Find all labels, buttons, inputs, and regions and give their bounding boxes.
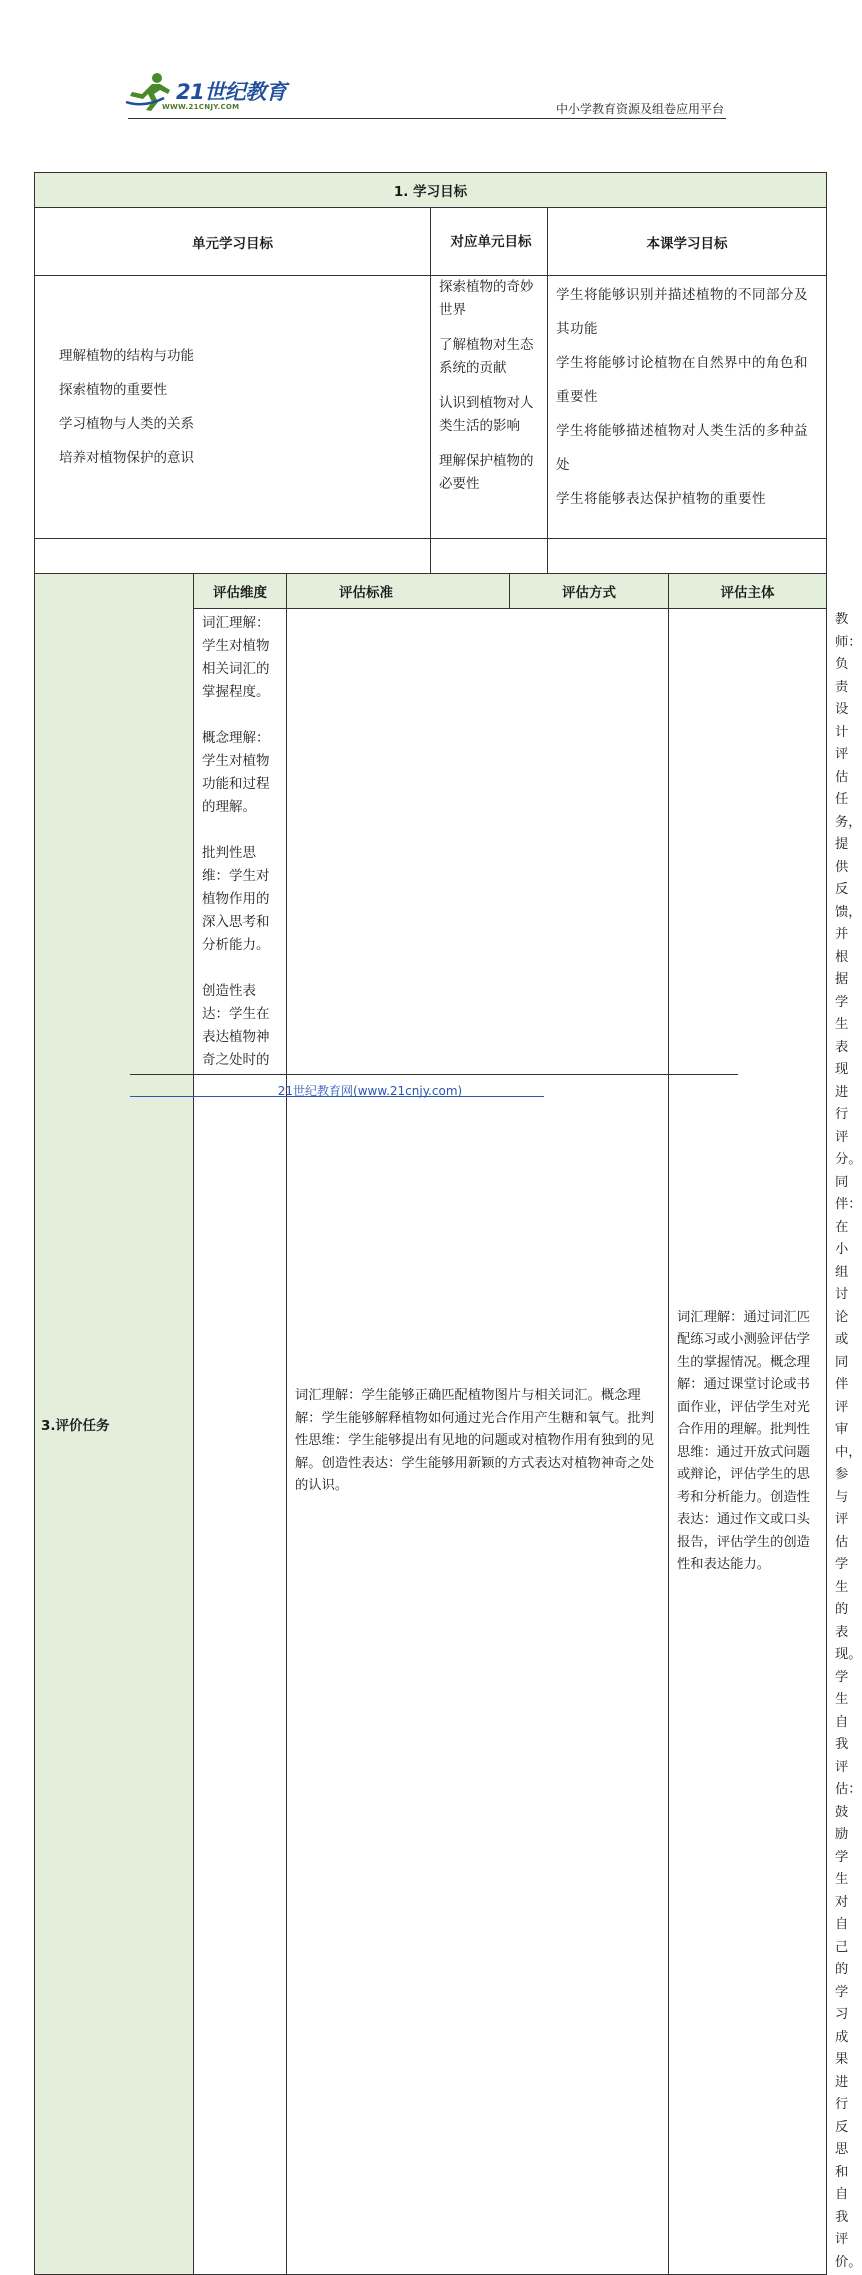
lesson-goal-item: 学生将能够表达保护植物的重要性 [556,491,766,507]
footer-link[interactable]: 21世纪教育网(www.21cnjy.com) [277,1084,463,1098]
dimension-item: 概念理解：学生对植物功能和过程的理解。 [202,730,270,815]
corresponding-goal-item: 理解保护植物的必要性 [439,453,534,492]
corresponding-goal-item: 认识到植物对人类生活的影响 [439,395,534,434]
unit-goal-item: 学习植物与人类的关系 [59,416,194,432]
unit-goals-cell [35,276,431,539]
section3-title: 3.评价任务 [35,574,194,2275]
lesson-goal-item: 学生将能够讨论植物在自然界中的角色和重要性 [556,355,808,405]
logo-url: WWW.21CNJY.COM [162,103,240,111]
corresponding-goal-item: 探索植物的奇妙世界 [439,279,534,318]
logo-text: 21世纪教育 [176,80,287,104]
empty-cell [548,539,827,574]
unit-goal-item: 理解植物的结构与功能 [59,348,194,364]
lesson-goal-item: 学生将能够描述植物对人类生活的多种益处 [556,423,808,473]
platform-name: 中小学教育资源及组卷应用平台 [555,102,724,116]
empty-cell [35,539,431,574]
col-dimension: 评估维度 [194,574,287,609]
col-subject: 评估主体 [669,574,827,609]
dimension-cell [194,609,287,2275]
footer-link-underline [130,1096,544,1097]
empty-cell [431,539,548,574]
evaluation-table: 3.评价任务 评估维度 评估标准 评估方式 评估主体 词汇理解：学生对植物相关词汇的掌握程度。 概念理解：学生对植物功能和过程的理解。 批判性思维：学生对植物作用的深入思考和分析能力。 创造性表达：学生在表达植物神奇之处时的 词汇理解：学生能够正确匹配植物图片与相关词汇。概念理解：学生能够解释植物如何通过光合作用产生糖和氧气。批判性思维：学生能够提出有见地的问题或对植物作用有独到的见解。创造性表达：学生能够用新颖的方式表达对植物神奇之处的认识。 词汇理解：通过词汇匹配练习或小测验评估学生的掌握情况。概念理解：通过课堂讨论或书面作业，评估学生对光合作用的理解。批判性思维：通过开放式问题或辩论，评估学生的思考和分析能力。创造性表达：通过作文或口头报告，评估学生的创造性和表达能力。 教师：负责设计评估任务，提供反馈，并根据学生表现进行评分。同伴：在小组讨论或同伴评审中，参与评估学生的表现。学生自我评估：鼓励学生对自己的学习成果进行反思和自我评价。 [34,573,827,2275]
corresponding-goals-cell [431,276,548,539]
col-lesson-goals: 本课学习目标 [548,208,827,276]
header-divider [128,118,726,119]
standard-cell: 词汇理解：学生能够正确匹配植物图片与相关词汇。概念理解：学生能够解释植物如何通过光合作用产生糖和氧气。批判性思维：学生能够提出有见地的问题或对植物作用有独到的见解。创造性表达：学生能够用新颖的方式表达对植物神奇之处的认识。 [287,609,669,2275]
footer-divider [130,1074,738,1075]
corresponding-goal-item: 了解植物对生态系统的贡献 [439,337,534,376]
col-method: 评估方式 [510,574,669,609]
unit-goal-item: 培养对植物保护的意识 [59,450,194,466]
lesson-goals-cell [548,276,827,539]
col-standard: 评估标准 [287,574,510,609]
col-corresponding-goals: 对应单元目标 [431,208,548,276]
lesson-goal-item: 学生将能够识别并描述植物的不同部分及其功能 [556,287,808,337]
learning-goals-table [34,172,827,574]
col-unit-goals: 单元学习目标 [35,208,431,276]
method-cell: 词汇理解：通过词汇匹配练习或小测验评估学生的掌握情况。概念理解：通过课堂讨论或书面作业，评估学生对光合作用的理解。批判性思维：通过开放式问题或辩论，评估学生的思考和分析能力。创造性表达：通过作文或口头报告，评估学生的创造性和表达能力。 [669,609,827,2275]
unit-goal-item: 探索植物的重要性 [59,382,167,398]
section1-title: 1. 学习目标 [35,173,827,208]
dimension-item: 创造性表达：学生在表达植物神奇之处时的 [202,983,270,1068]
dimension-item: 词汇理解：学生对植物相关词汇的掌握程度。 [202,615,270,700]
dimension-item: 批判性思维：学生对植物作用的深入思考和分析能力。 [202,845,270,953]
logo [124,68,294,116]
page-header [120,66,726,122]
